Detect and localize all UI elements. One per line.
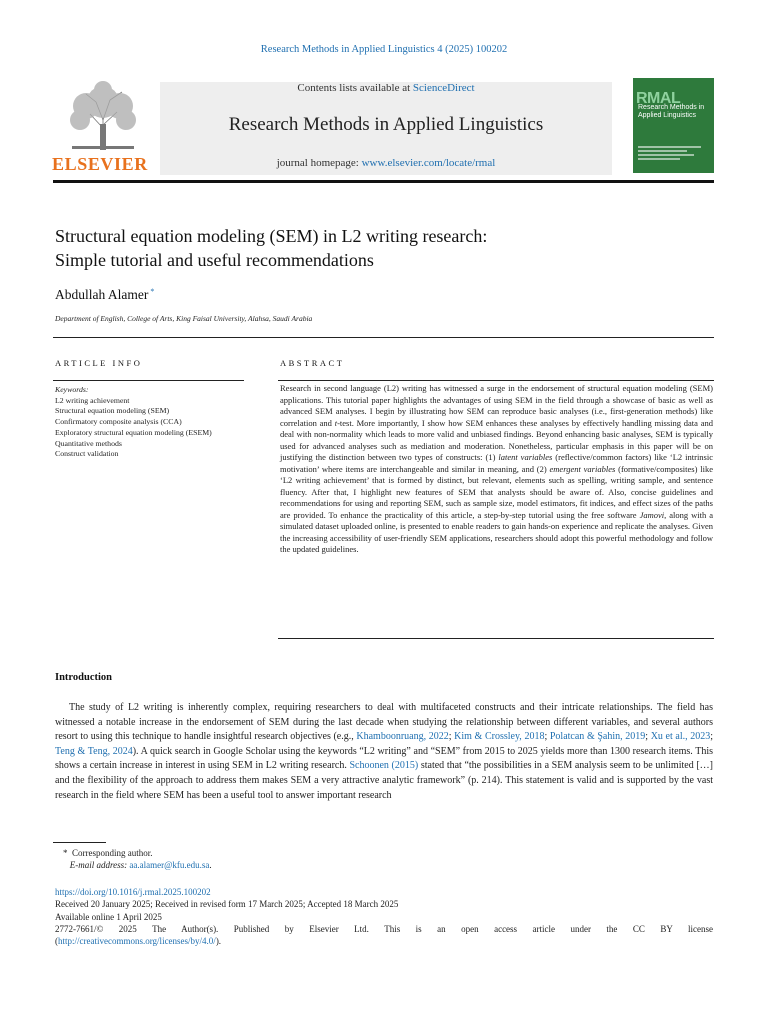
divider [278, 638, 714, 639]
citation-link[interactable]: Khamboonruang, 2022 [356, 731, 449, 743]
footnote-rule [53, 842, 106, 843]
divider [278, 380, 714, 381]
keyword: Structural equation modeling (SEM) [55, 406, 170, 416]
author-name: Abdullah Alamer * [55, 287, 155, 302]
cover-decoration [638, 146, 708, 162]
journal-cover[interactable] [633, 78, 714, 173]
affiliation: Department of English, College of Arts, King Faisal University, Alahsa, Saudi Arabia [55, 314, 313, 323]
keywords-label: Keywords: [55, 385, 89, 394]
keyword: L2 writing achievement [55, 395, 130, 405]
publication-info [55, 886, 713, 947]
paper-title: Structural equation modeling (SEM) in L2 writing research: Simple tutorial and useful recommendations [55, 226, 488, 270]
keyword: Quantitative methods [55, 438, 122, 448]
abstract-heading: ABSTRACT [280, 358, 345, 368]
introduction-paragraph: The study of L2 writing is inherently complex, requiring researchers to deal with multifaceted constructs and their intricate relationships. The field has witnessed a notable increase in the endorsement of SEM during the last decade when studying the relationship between different variables, and several authors resort to using this technique to handle insightful research objectives (e.g., Khamboonruang, 2022; Kim & Crossley, 2018; Polatcan & Şahin, 2019; Xu et al., 2023; Teng & Teng, 2024). A quick search in Google Scholar using the keywords “L2 writing” and “SEM” from 2015 to 2025 yields more than 1300 research items. This shows a certain increase in interest in using SEM in L2 writing research. Schoonen (2015) stated that “the possibilities in a SEM analysis seem to be unlimited […] and the flexibility of the approach to address them makes SEM a very attractive analytic framework” (p. 214). This statement is valid and is supported by the vast research in the field where SEM has been a useful tool to answer important research [55, 702, 714, 801]
corresponding-author-mark[interactable]: * [150, 287, 155, 296]
license-text: 2772-7661/© 2025 The Author(s). Published by Elsevier Ltd. This is an open access article under the CC BY license [55, 923, 713, 934]
email-link[interactable]: aa.alamer@kfu.edu.sa [129, 860, 210, 870]
divider [53, 380, 244, 381]
citation-link[interactable]: Polatcan & Şahin, 2019 [549, 731, 646, 743]
journal-name: Research Methods in Applied Linguistics [228, 114, 544, 135]
cover-logo: RMAL [636, 90, 681, 107]
citation-link[interactable]: Schoonen (2015) [349, 760, 419, 772]
corresponding-footnote: * Corresponding author. [63, 848, 153, 858]
doi-link[interactable]: https://doi.org/10.1016/j.rmal.2025.100202 [55, 887, 211, 897]
divider [53, 337, 714, 338]
homepage-line: journal homepage: www.elsevier.com/locate/rmal [276, 157, 496, 169]
abstract-text: Research in second language (L2) writing has witnessed a surge in the endorsement of structural equation modeling (SEM) applications. This tutorial paper highlights the advantages of using SEM in the field through a showcase of basic as well as advanced SEM analyses. I begin by illustrating how SEM can reproduce basic analyses (i.e., first-generation methods) like correlation and t-test. More importantly, I show how SEM enhances these analyses by effectively handling missing data and deal with non-normality which leads to more valid and unbiased findings. Beyond enhancing basic analyses, SEM is typically used for advanced analyses such as mediation and moderation. Nonetheless, particular emphasis in this paper will be on justifying the distinction between two types of constructs: (1) latent variables (reflective/common factors) like ‘L2 intrinsic motivation’ where items are interchangeable and similar in meaning, and (2) emergent variables (formative/composites) like ‘L2 writing achievement’ that is formed by distinct, but relevant, elements such as spelling, writing sample, and sentence fluency. After that, I highlight new features of SEM that analysts should be aware of. Also, concise guidelines and recommendations for using and reporting SEM, such as sample size, model estimators, fit indices, and effect sizes of the paths are provided. To enhance the practicality of this article, a step-by-step tutorial using the free software Jamovi, along with a simulated dataset uploaded online, is presented to enable readers to gain hands-on experience and replicate the analyses. Given the increasing accessibility of user-friendly SEM applications, researchers should adopt this powerful methodology and follow the updated guidelines. [280, 383, 714, 554]
keyword: Exploratory structural equation modeling (ESEM) [55, 427, 212, 437]
contents-line: Contents lists available at ScienceDirect [297, 82, 475, 94]
journal-reference[interactable]: Research Methods in Applied Linguistics 4 (2025) 100202 [260, 44, 508, 55]
sciencedirect-link[interactable]: ScienceDirect [412, 82, 475, 94]
citation-link[interactable]: Kim & Crossley, 2018 [454, 731, 545, 743]
license-link-line: (http://creativecommons.org/licenses/by/4.0/). [55, 936, 222, 947]
citation-link[interactable]: Xu et al., 2023 [650, 731, 711, 743]
keyword: Construct validation [55, 449, 119, 459]
header-rule [53, 180, 714, 183]
available-date: Available online 1 April 2025 [55, 911, 162, 922]
cover-title: Research Methods in Applied Linguistics [638, 104, 705, 119]
license-link[interactable]: http://creativecommons.org/licenses/by/4.0/ [58, 936, 216, 947]
elsevier-wordmark: ELSEVIER [52, 154, 148, 174]
keywords-list [55, 385, 245, 460]
journal-header [160, 82, 612, 175]
keyword: Confirmatory composite analysis (CCA) [55, 417, 182, 427]
elsevier-tree-icon [60, 80, 146, 152]
citation-link[interactable]: Teng & Teng, 2024 [55, 745, 133, 757]
footnotes [63, 847, 212, 871]
elsevier-logo [52, 80, 152, 175]
homepage-link[interactable]: www.elsevier.com/locate/rmal [361, 157, 496, 169]
received-dates: Received 20 January 2025; Received in revised form 17 March 2025; Accepted 18 March 2025 [55, 899, 399, 910]
email-footnote: E-mail address: aa.alamer@kfu.edu.sa. [69, 860, 212, 870]
article-info-heading: ARTICLE INFO [55, 358, 143, 368]
introduction-heading: Introduction [55, 672, 112, 683]
